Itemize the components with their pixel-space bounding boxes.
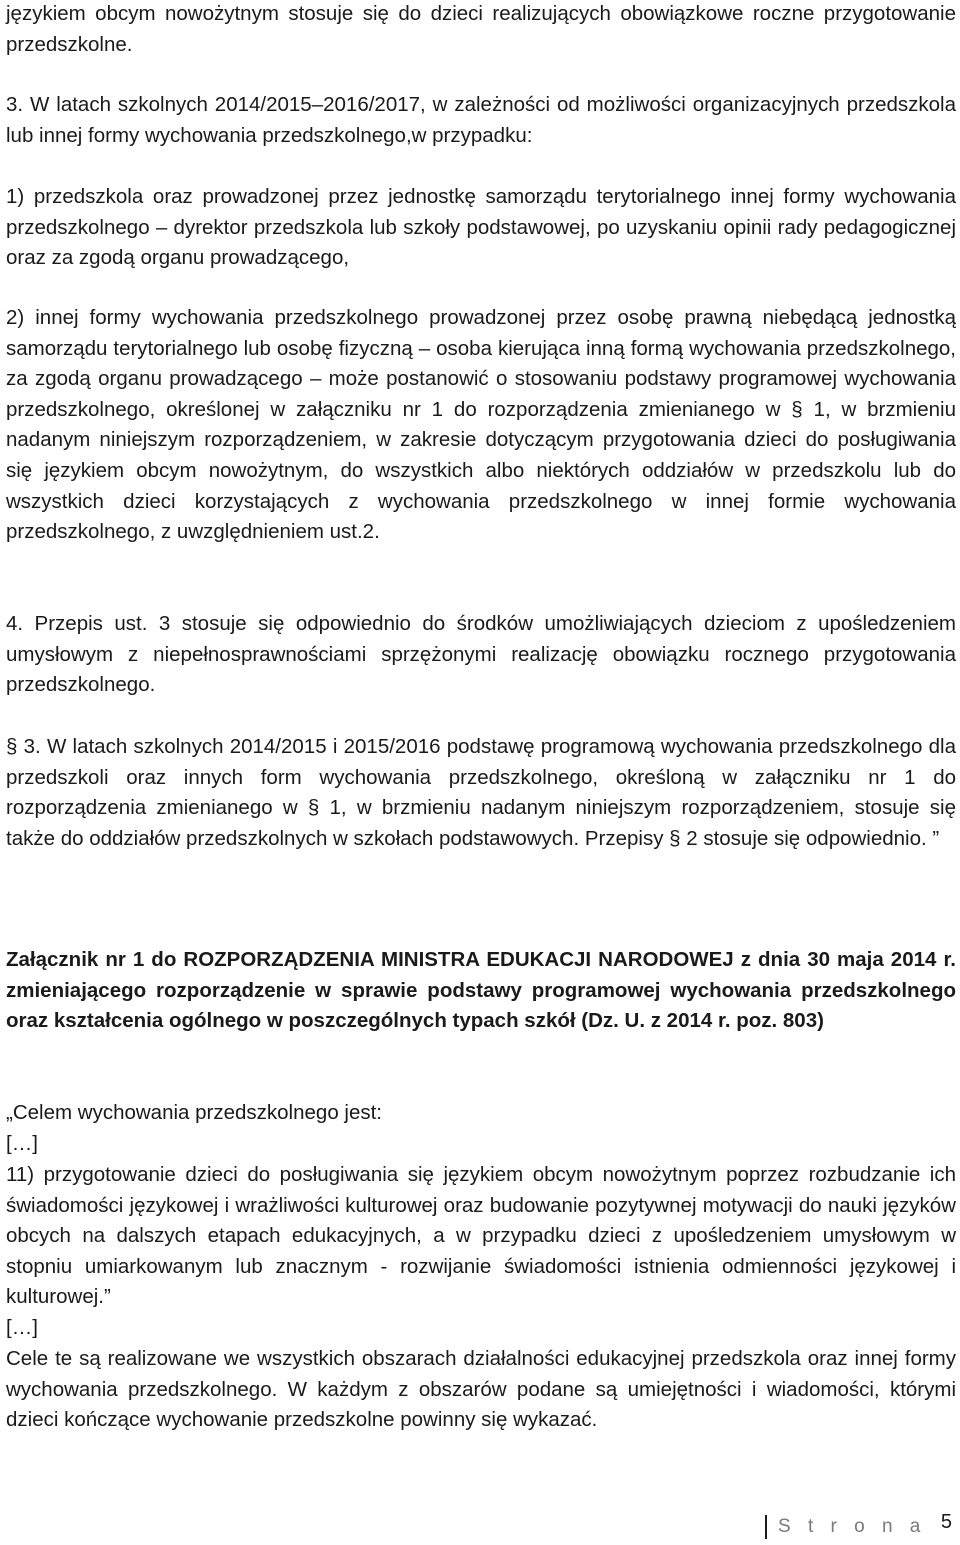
attachment-heading: Załącznik nr 1 do ROZPORZĄDZENIA MINISTRA EDUKACJI NARODOWEJ z dnia 30 maja 2014 r. zmieniającego rozporządzenie w sprawie podstawy programowej wychowania przedszkolnego oraz kształcenia ogólnego w poszczególnych typach szkół (Dz. U. z 2014 r. poz. 803) <box>6 948 956 1033</box>
paragraph-paragraph-3: § 3. W latach szkolnych 2014/2015 i 2015/2016 podstawę programową wychowania przedszkolnego dla przedszkoli oraz innych form wychowania przedszkolnego, określoną w załączniku nr 1 do rozporządzenia zmienianego w § 1, w brzmieniu nadanym niniejszym rozporządzeniem, stosuje się także do oddziałów przedszkolnych w szkołach podstawowych. Przepisy § 2 stosuje się odpowiednio. ” <box>6 735 956 850</box>
footer-label: S t r o n a <box>778 1516 927 1537</box>
ellipsis-marker: […] <box>6 1316 38 1339</box>
paragraph-point-1: 1) przedszkola oraz prowadzonej przez jednostkę samorządu terytorialnego innej formy wychowania przedszkolnego – dyrektor przedszkola lub szkoły podstawowej, po uzyskaniu opinii rady pedagogicznej oraz za zgodą organu prowadzącego, <box>6 185 956 270</box>
paragraph-intro-continuation: językiem obcym nowożytnym stosuje się do dzieci realizujących obowiązkowe roczne przygotowanie przedszkolne. <box>6 2 956 56</box>
ellipsis-marker: […] <box>6 1132 38 1155</box>
footer-divider <box>765 1515 767 1539</box>
paragraph-closing: Cele te są realizowane we wszystkich obszarach działalności edukacyjnej przedszkola oraz innej formy wychowania przedszkolnego. W każdym z obszarów podane są umiejętności i wiadomości, którymi dzieci kończące wychowanie przedszkolne powinny się wykazać. <box>6 1347 956 1432</box>
paragraph-point-2: 2) innej formy wychowania przedszkolnego prowadzonej przez osobę prawną niebędącą jednostką samorządu terytorialnego lub osobę fizyczną – osoba kierująca inną formą wychowania przedszkolnego, za zgodą organu prowadzącego – może postanowić o stosowaniu podstawy programowej wychowania przedszkolnego, określonej w załączniku nr 1 do rozporządzenia zmienianego w § 1, w brzmieniu nadanym niniejszym rozporządzeniem, w zakresie dotyczącym przygotowania dzieci do posługiwania się językiem obcym nowożytnym, do wszystkich albo niektórych oddziałów w przedszkolu lub do wszystkich dzieci korzystających z wychowania przedszkolnego w innej formie wychowania przedszkolnego, z uwzględnieniem ust.2. <box>6 306 956 544</box>
paragraph-point-11: 11) przygotowanie dzieci do posługiwania się językiem obcym nowożytnym poprzez rozbudzanie ich świadomości językowej i wrażliwości kulturowej oraz budowanie pozytywnej motywacji do nauki języków obcych na dalszych etapach edukacyjnych, a w przypadku dzieci z upośledzeniem umysłowym w stopniu umiarkowanym lub znacznym - rozwijanie świadomości istnienia odmienności językowej i kulturowej.” <box>6 1163 956 1309</box>
paragraph-section-4: 4. Przepis ust. 3 stosuje się odpowiednio do środków umożliwiających dzieciom z upośledzeniem umysłowym z niepełnosprawnościami sprzężonymi realizację obowiązku rocznego przygotowania przedszkolnego. <box>6 612 956 697</box>
page-footer <box>660 1511 960 1545</box>
paragraph-section-3: 3. W latach szkolnych 2014/2015–2016/2017, w zależności od możliwości organizacyjnych przedszkola lub innej formy wychowania przedszkolnego,w przypadku: <box>6 93 956 147</box>
quote-intro: „Celem wychowania przedszkolnego jest: <box>6 1101 383 1124</box>
page-number: 5 <box>940 1511 952 1533</box>
